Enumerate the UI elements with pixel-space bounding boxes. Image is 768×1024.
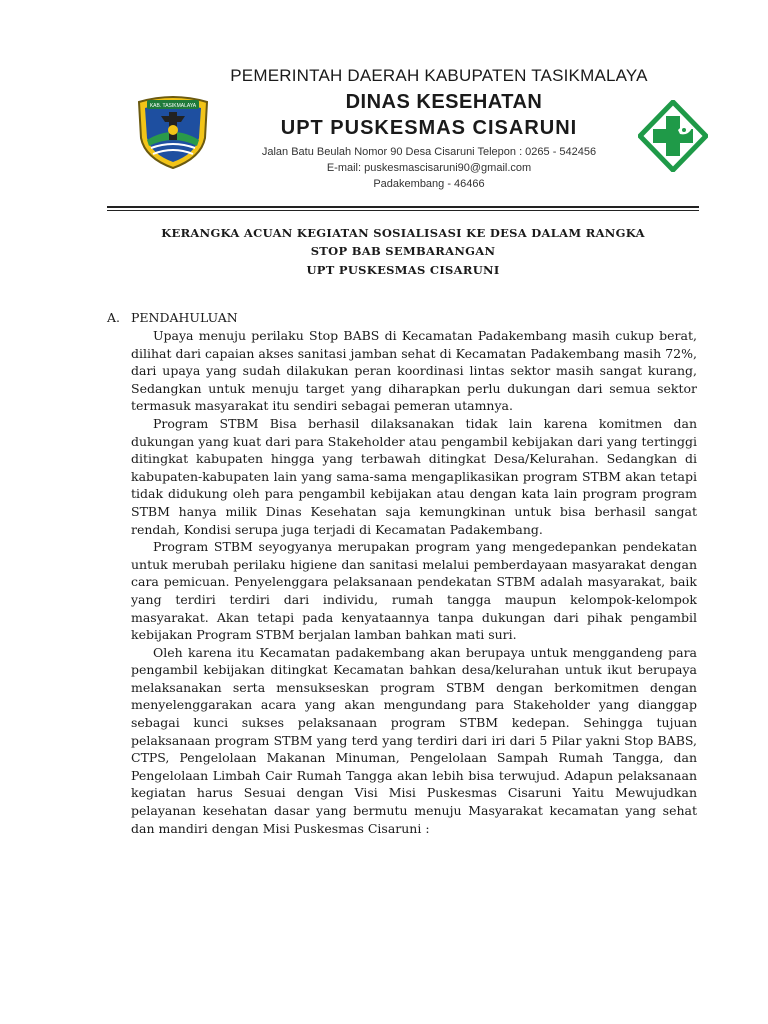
government-name: PEMERINTAH DAERAH KABUPATEN TASIKMALAYA xyxy=(230,66,648,85)
paragraph: Upaya menuju perilaku Stop BABS di Kecamatan Padakembang masih cukup berat, dilihat dari capaian akses sanitasi jamban sehat di Kecamatan Padakembang masih 72%, dari upaya yang sudah dilakukan peran koordinasi lintas sektor masih sangat kurang, Sedangkan untuk menuju target yang diharapkan perlu dukungan dari semua sektor termasuk masyarakat itu sendiri sebagai pemeran utamnya. xyxy=(131,328,697,414)
document-title-line-2: STOP BAB SEMBARANGAN xyxy=(310,244,496,258)
department-name: DINAS KESEHATAN xyxy=(345,91,543,113)
header-divider-thick xyxy=(107,206,699,208)
section-heading xyxy=(107,310,238,325)
document-title-line-3: UPT PUSKESMAS CISARUNI xyxy=(306,263,500,277)
section-letter: A. xyxy=(107,310,121,325)
emblem-text: KAB. TASIKMALAYA xyxy=(149,103,197,109)
section-body xyxy=(131,327,697,837)
paragraph: Oleh karena itu Kecamatan padakembang akan berupaya untuk menggandeng para pengambil kebijakan ditingkat Kecamatan bahkan desa/kelurahan untuk ikut berupaya melaksanakan serta mensukseskan program STBM dengan berkomitmen dengan menyelenggarakan acara yang akan mengundang para Stakeholder yang dianggap sebagai kunci sukses pelaksanaan program STBM kedepan. Sehingga tujuan pelaksanaan program STBM yang terd yang terdiri dari iri dari 5 Pilar yakni Stop BABS, CTPS, Pengelolaan Makanan Minuman, Pengelolaan Sampah Rumah Tangga, dan Pengelolaan Limbah Cair Rumah Tangga akan lebih bisa terwujud. Adapun pelaksanaan kegiatan harus Sesuai dengan Visi Misi Puskesmas Cisaruni Yaitu Mewujudkan pelayanan kesehatan dasar yang bermutu menuju Masyarakat kecamatan yang sehat dan mandiri dengan Misi Puskesmas Cisaruni : xyxy=(131,644,697,836)
locality-line: Padakembang - 46466 xyxy=(373,178,485,190)
email-line: E-mail: puskesmascisaruni90@gmail.com xyxy=(326,162,532,174)
paragraph: Program STBM seyogyanya merupakan program yang mengedepankan pendekatan untuk merubah perilaku higiene dan sanitasi melalui pemberdayaan masyarakat dengan cara pemicuan. Penyelenggara pelaksanaan pendekatan STBM adalah masyarakat, baik yang terdiri terdiri dari individu, rumah tangga maupun kelompok-kelompok masyarakat. Akan tetapi pada kenyataannya tanpa dukungan dari pihak pengambil kebijakan Program STBM berjalan lamban bahkan mati suri. xyxy=(131,539,697,643)
section-title: PENDAHULUAN xyxy=(131,310,238,325)
puskesmas-cross-icon xyxy=(638,100,708,172)
header-divider-thin xyxy=(107,210,699,211)
document-title-line-1: KERANGKA ACUAN KEGIATAN SOSIALISASI KE DESA DALAM RANGKA xyxy=(161,226,645,240)
paragraph: Program STBM Bisa berhasil dilaksanakan tidak lain karena komitmen dan dukungan yang kuat dari para Stakeholder atau pengambil kebijakan dari yang tertinggi ditingkat kabupaten hingga yang terbawah ditingkat Desa/Kelurahan. Sedangkan di kabupaten-kabupaten lain yang sama-sama mengaplikasikan program STBM akan tetapi tidak didukung oleh para pengambil kebijakan atau dengan kata lain program program STBM hanya milik Dinas Kesehatan saja kemungkinan untuk bisa berhasil sangat rendah, Kondisi serupa juga terjadi di Kecamatan Padakembang. xyxy=(131,415,697,537)
address-line: Jalan Batu Beulah Nomor 90 Desa Cisaruni Telepon : 0265 - 542456 xyxy=(261,146,597,158)
unit-name: UPT PUSKESMAS CISARUNI xyxy=(280,117,578,139)
